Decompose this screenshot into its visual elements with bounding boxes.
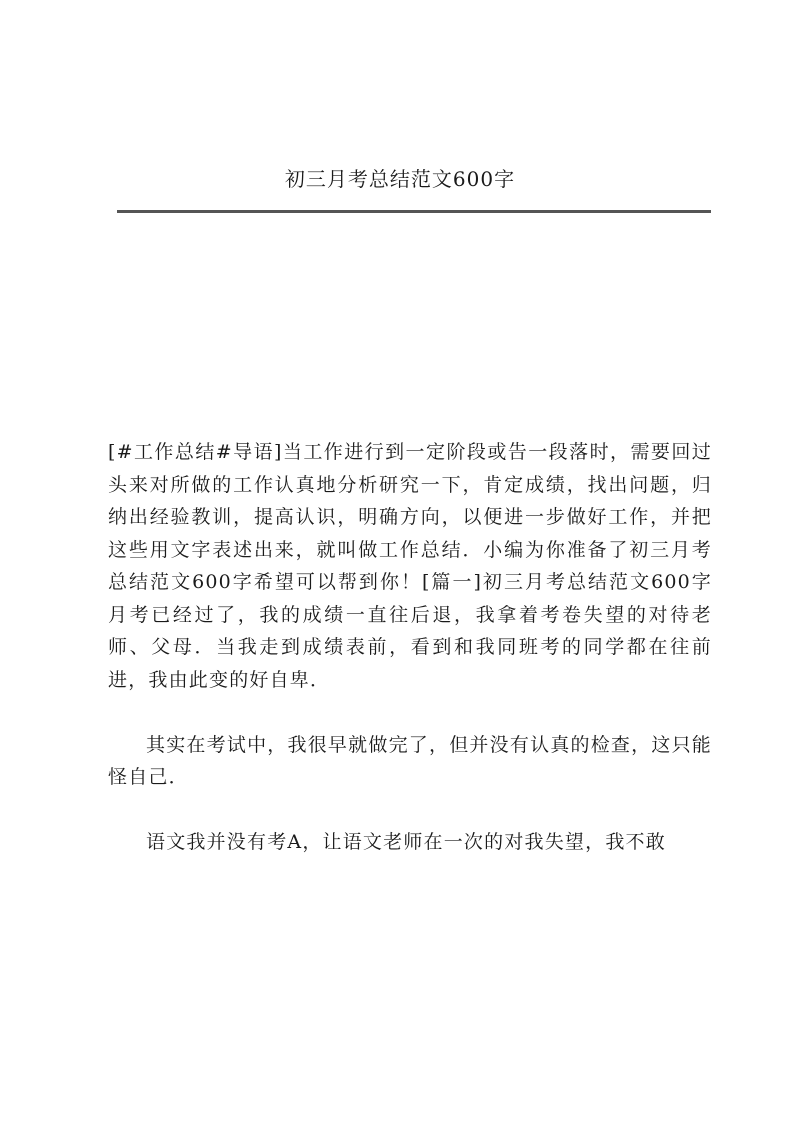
document-body <box>108 436 753 859</box>
paragraph-exam-check: 其实在考试中，我很早就做完了，但并没有认真的检查，这只能怪自己． <box>108 733 712 788</box>
paragraph-chinese-grade: 语文我并没有考A，让语文老师在一次的对我失望，我不敢 <box>146 831 666 853</box>
title-underline <box>117 210 711 213</box>
document-title: 初三月考总结范文600字 <box>284 167 516 191</box>
paragraph-intro: [#工作总结#导语]当工作进行到一定阶段或告一段落时，需要回过头来对所做的工作认真地分析研究一下，肯定成绩，找出问题，归纳出经验教训，提高认识，明确方向，以便进一步做好工作，并把这些用文字表述出来，就叫做工作总结．小编为你准备了初三月考总结范文600字希望可以帮到你！[篇一]初三月考总结范文600字 月考已经过了，我的成绩一直往后退，我拿着考卷失望的对待老师、父母．当我走到成绩表前，看到和我同班考的同学都在往前进，我由此变的好自卑． <box>108 441 753 691</box>
